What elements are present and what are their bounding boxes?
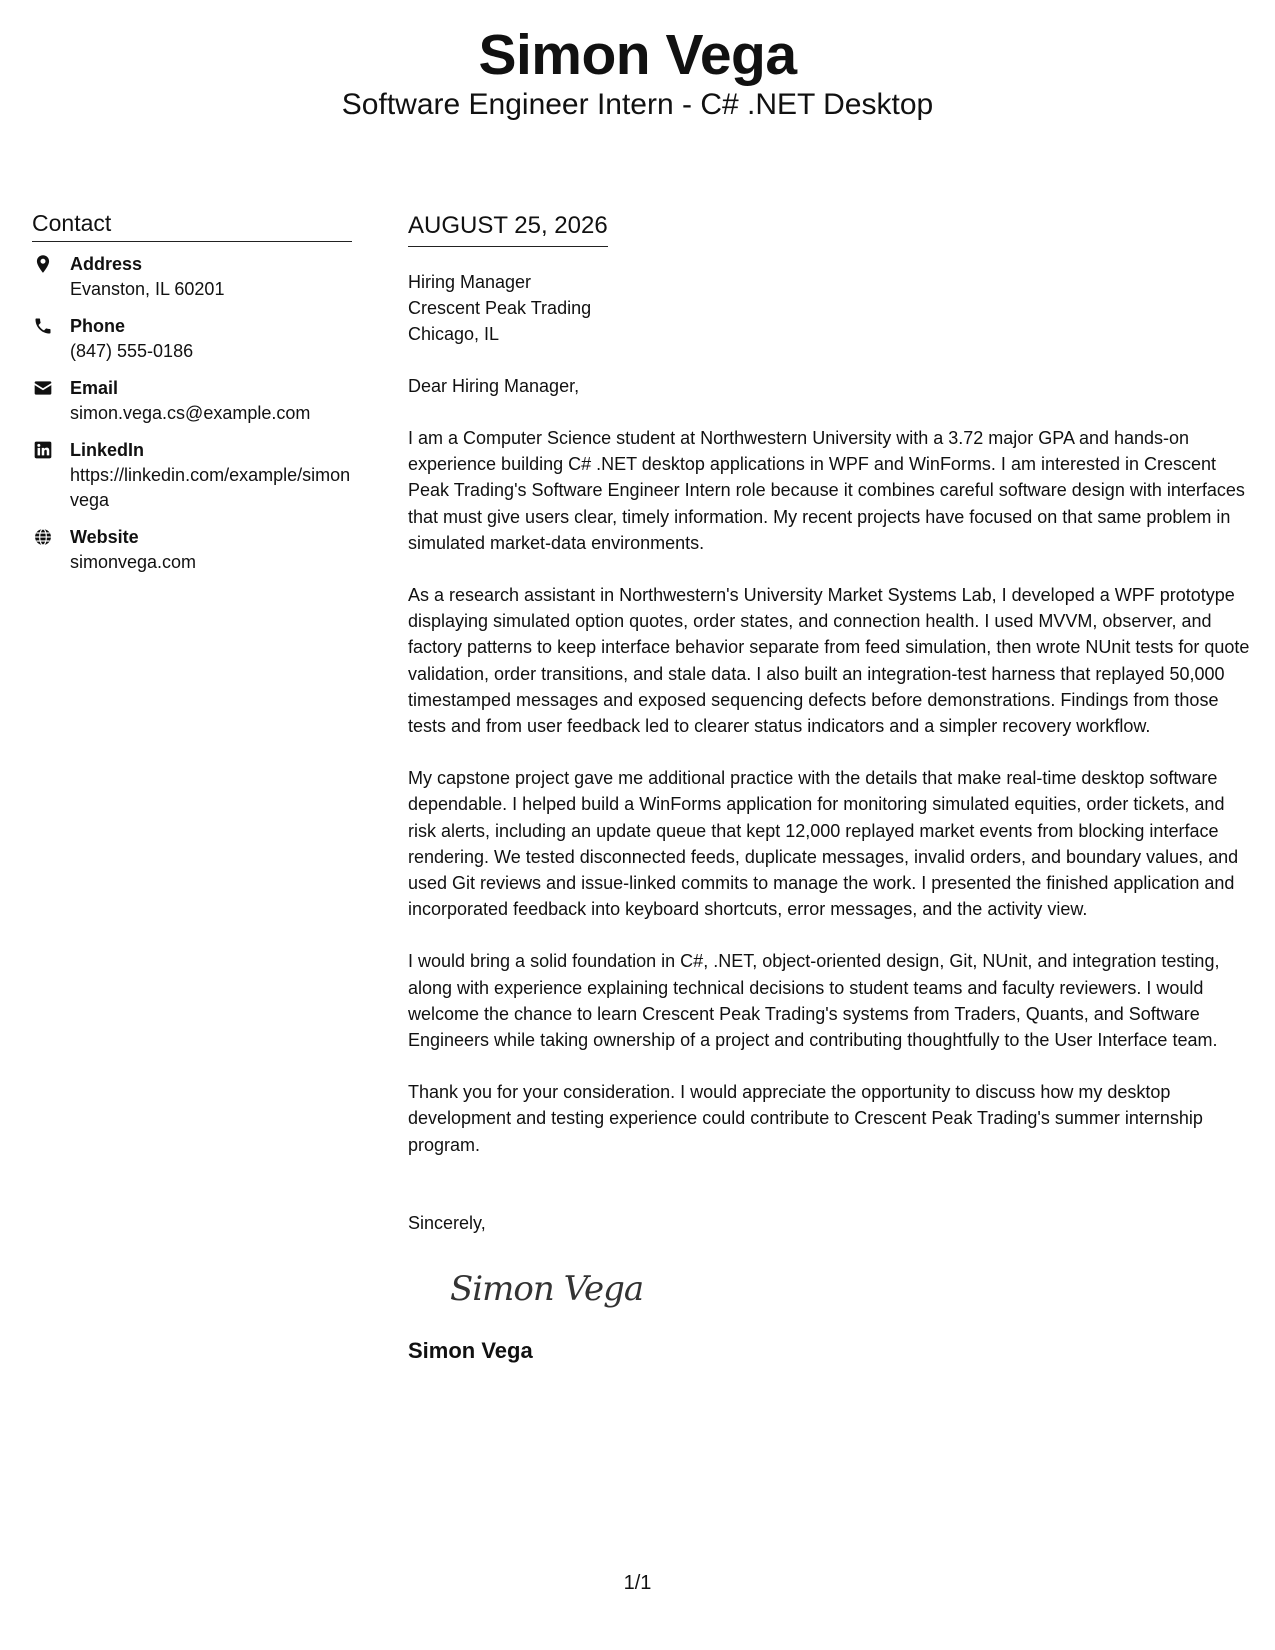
job-title: Software Engineer Intern - C# .NET Desktop: [341, 88, 934, 121]
salutation: Dear Hiring Manager,: [408, 376, 580, 396]
contact-item-linkedin: [32, 438, 352, 513]
closing: Sincerely,: [408, 1212, 486, 1233]
contact-value-email[interactable]: simon.vega.cs@example.com: [70, 403, 311, 423]
body-paragraph: Thank you for your consideration. I would appreciate the opportunity to discuss how my desktop development and testing experience could contribute to Crescent Peak Trading's summer internship program.: [408, 1082, 1203, 1155]
contact-item-phone: [32, 314, 352, 364]
contact-label-linkedin: LinkedIn: [70, 440, 145, 460]
body-paragraph: I am a Computer Science student at Northwestern University with a 3.72 major GPA and hands-on experience building C# .NET desktop applications in WPF and WinForms. I am interested in Crescent Peak Trading's Software Engineer Intern role because it combines careful software design with interfaces that must give users clear, timely information. My recent projects have focused on that same problem in simulated market-data environments.: [408, 428, 1245, 553]
globe-icon: [32, 526, 54, 548]
signer-name: Simon Vega: [408, 1337, 533, 1363]
signature-image: [448, 1264, 1253, 1314]
contact-value-phone: (847) 555-0186: [70, 341, 194, 361]
contact-label-email: Email: [70, 378, 119, 398]
signature-text: Simon Vega: [450, 1268, 644, 1309]
envelope-icon: [32, 377, 54, 399]
contact-sidebar: [32, 208, 352, 587]
linkedin-icon: [32, 439, 54, 461]
recipient-line: Hiring Manager: [408, 272, 532, 292]
letter-header: [0, 22, 1275, 124]
applicant-name: Simon Vega: [478, 23, 797, 87]
contact-value-website[interactable]: simonvega.com: [70, 552, 197, 572]
body-paragraph: I would bring a solid foundation in C#, .NET, object-oriented design, Git, NUnit, and integration testing, along with experience explaining technical decisions to student teams and faculty reviewers. I would welcome the chance to learn Crescent Peak Trading's systems from Traders, Quants, and Software Engineers while taking ownership of a project and contributing thoughtfully to the User Interface team.: [408, 951, 1220, 1051]
contact-value-address: Evanston, IL 60201: [70, 279, 225, 299]
phone-icon: [32, 315, 54, 337]
contact-label-phone: Phone: [70, 316, 126, 336]
recipient-block: [408, 269, 1253, 347]
contact-item-website: [32, 525, 352, 575]
letter-date: AUGUST 25, 2026: [408, 212, 608, 239]
contact-item-email: [32, 376, 352, 426]
contact-value-linkedin[interactable]: https://linkedin.com/example/simonvega: [70, 465, 351, 510]
contact-item-address: [32, 252, 352, 302]
body-paragraph: As a research assistant in Northwestern's University Market Systems Lab, I developed a WPF prototype displaying simulated option quotes, order states, and connection health. I used MVVM, observer, and factory patterns to keep interface behavior separate from feed simulation, then wrote NUnit tests for quote validation, order transitions, and stale data. I also built an integration-test harness that replayed 50,000 timestamped messages and exposed sequencing defects before demonstrations. Findings from those tests and from user feedback led to clearer status indicators and a simpler recovery workflow.: [408, 585, 1250, 737]
contact-heading: Contact: [32, 208, 352, 242]
contact-label-website: Website: [70, 527, 139, 547]
letter-body: [408, 210, 1253, 1366]
contact-label-address: Address: [70, 254, 143, 274]
recipient-line: Crescent Peak Trading: [408, 298, 592, 318]
page-number: 1/1: [623, 1572, 652, 1594]
body-paragraph: My capstone project gave me additional practice with the details that make real-time desktop software dependable. I helped build a WinForms application for monitoring simulated equities, order tickets, and risk alerts, including an update queue that kept 12,000 replayed market events from blocking interface rendering. We tested disconnected feeds, duplicate messages, invalid orders, and boundary values, and used Git reviews and issue-linked commits to manage the work. I presented the finished application and incorporated feedback into keyboard shortcuts, error messages, and the activity view.: [408, 768, 1239, 920]
recipient-line: Chicago, IL: [408, 324, 500, 344]
map-pin-icon: [32, 253, 54, 275]
date-block: [408, 210, 608, 247]
